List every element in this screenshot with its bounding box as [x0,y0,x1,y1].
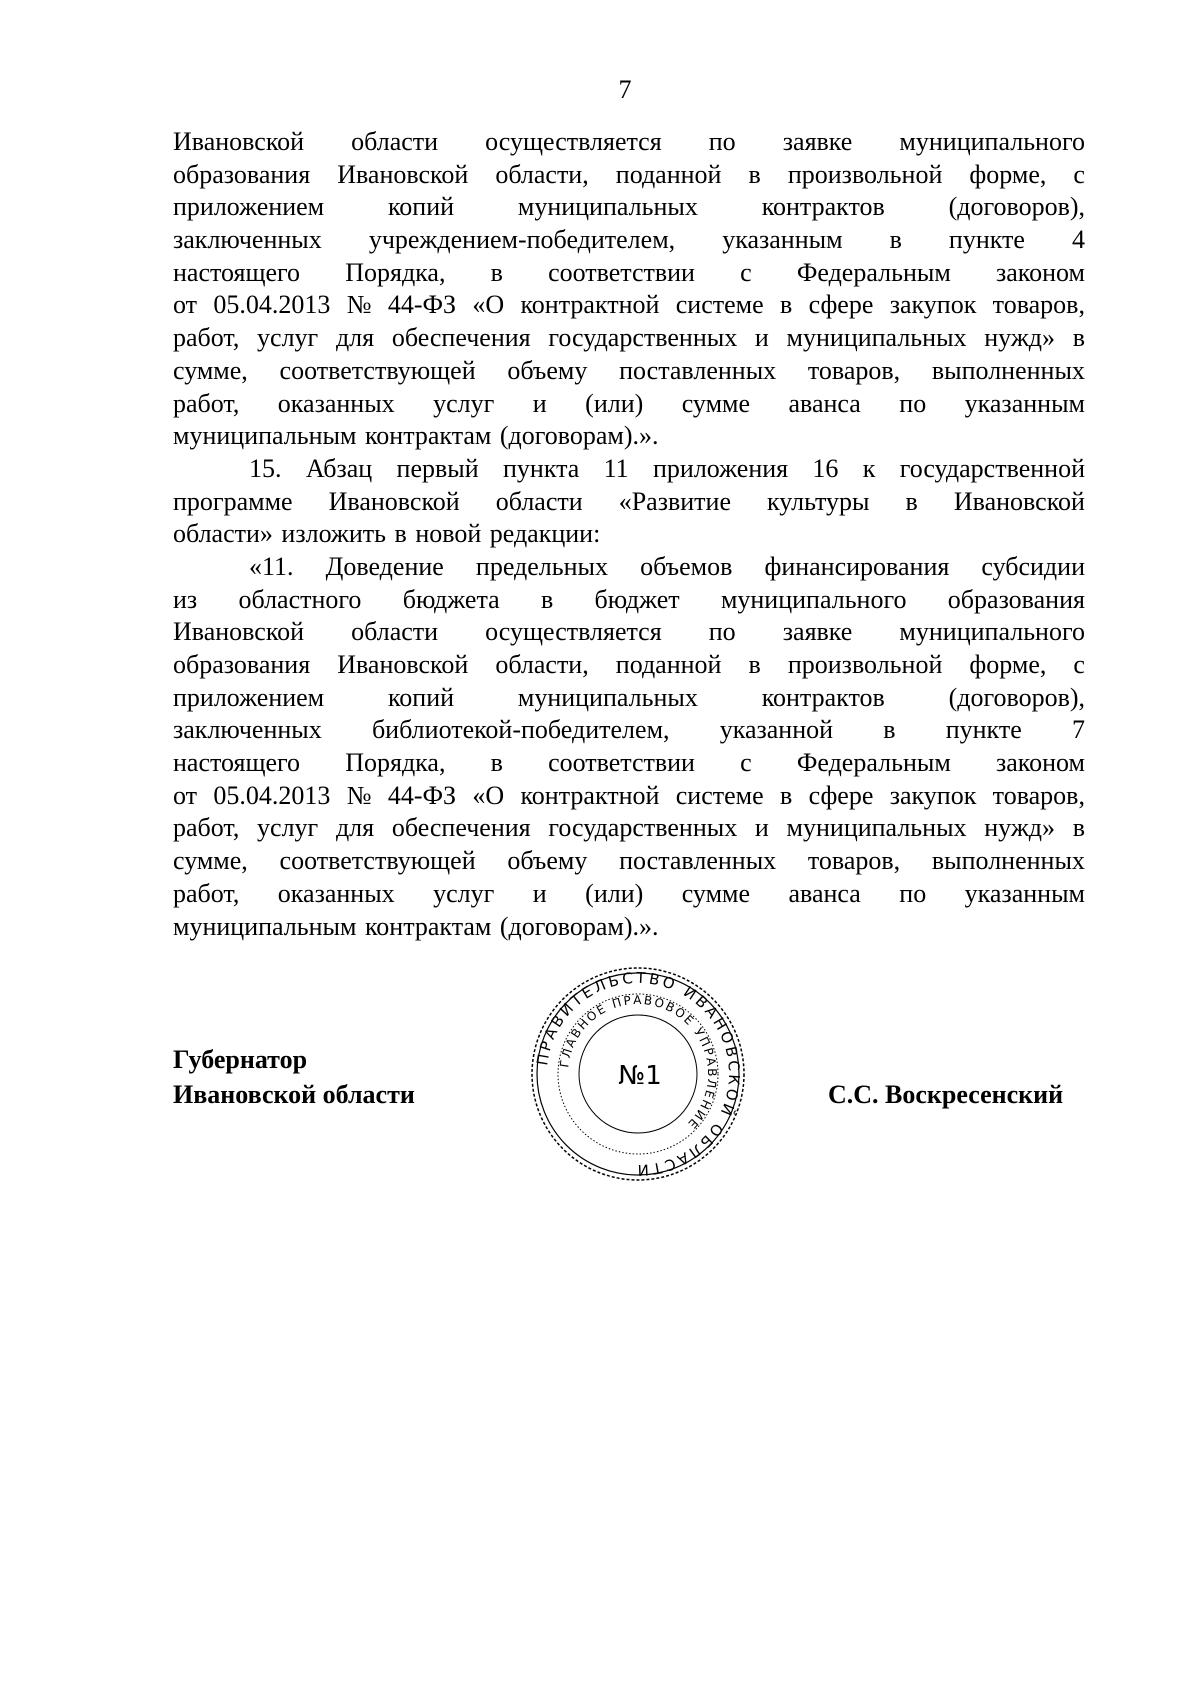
word: программе [173,486,293,516]
word: системе [675,290,764,320]
word: Ивановской [953,486,1085,516]
word: государственной [899,453,1085,483]
word: произвольной [787,650,943,679]
word: услуг [433,878,495,908]
word: «О [472,780,505,810]
word: в [883,715,896,745]
word: услуг [257,323,319,353]
word: с [1073,159,1085,189]
word: работ, [173,878,240,908]
word: области [351,617,439,647]
word: аванса [788,878,861,908]
word: выполненных [931,355,1085,385]
word: законом [995,257,1085,287]
word: указанной [719,715,834,745]
word: первый [396,453,479,483]
word: муниципальных [517,192,698,222]
text-line [173,616,1085,649]
page-number: 7 [618,75,632,104]
word: контрактной [520,780,660,810]
text-line [173,453,1085,486]
word: «Развитие [618,486,731,516]
word: поставленных [619,355,777,385]
word: бюджет [594,584,680,614]
text-line [173,878,1085,911]
word: по [708,617,736,647]
word: в [779,780,793,810]
word: образования [173,650,311,679]
word: соответствии [548,748,695,778]
word: муниципальных [786,813,967,843]
text-line [173,714,1085,747]
word: приложением [173,682,325,712]
word: сумме, [173,355,248,385]
word: указанным [722,225,843,255]
word: Федеральным [796,748,951,778]
word: редакции: [489,519,601,549]
word: в [490,748,503,778]
word: (договоров), [948,192,1085,222]
word: осуществляется [485,617,662,647]
word: контрактов [761,192,885,222]
text-line [173,420,1085,453]
text-line [173,747,1085,780]
word: Ивановской [337,159,469,189]
word: для [335,813,375,843]
word: в [905,486,918,516]
word: образования [173,159,311,189]
stamp-inner-text: ГЛАВНОЕ ПРАВОВОЕ УПРАВЛЕНИЕ [557,992,720,1133]
word: от [173,780,198,810]
word: работ, [173,813,240,843]
signatory-title-line2: Ивановской области [173,1080,415,1109]
word: пункта [502,453,580,483]
word: области [351,127,439,156]
word: заключенных [173,225,322,255]
word: и [754,813,769,843]
word: в [779,290,793,320]
word: и [754,323,769,353]
word: предельных [475,551,609,581]
word: по [899,878,927,908]
word: приложением [173,192,325,222]
word: указанным [964,388,1085,418]
text-line [173,486,1085,519]
word: товаров, [807,355,901,385]
word: работ, [173,323,240,353]
word: от [173,290,198,320]
word: и [532,878,547,908]
text-line [173,159,1085,192]
word: приложения [653,453,789,483]
document-body [173,126,1085,943]
word: аванса [788,388,861,418]
word: муниципальным [173,421,357,451]
word: соответствующей [279,846,476,876]
word: услуг [257,813,319,843]
word: и [532,388,547,418]
word: произвольной [787,159,943,189]
word: новой [415,519,482,549]
word: муниципальных [517,682,698,712]
word: закупок [889,780,977,810]
word: в [394,519,407,549]
word: Ивановской [328,486,460,516]
word: 16 [812,453,839,483]
word: с [740,257,752,287]
word: 05.04.2013 [213,290,331,320]
word: соответствующей [279,355,476,385]
word: услуг [433,388,495,418]
text-line [173,518,1085,551]
word: объему [507,355,588,385]
word: государственных [548,323,738,353]
word: копий [387,192,455,222]
word: к [862,453,876,483]
text-line [173,388,1085,421]
text-line [173,126,1085,159]
word: выполненных [931,846,1085,876]
word: законом [995,748,1085,778]
word: обеспечения [391,813,531,843]
word: «О [472,290,505,320]
text-line [173,551,1085,584]
word: Порядка, [345,257,446,287]
word: 11 [603,453,629,483]
word: сфере [808,290,874,320]
word: оказанных [277,388,395,418]
word: поданной [615,159,722,189]
word: товаров, [992,780,1085,810]
word: области» [173,519,273,549]
word: настоящего [173,257,301,287]
word: системе [675,780,764,810]
word: 15. [249,453,282,483]
word: Ивановской [337,650,469,679]
word: государственных [548,813,738,843]
word: муниципального [899,127,1085,156]
official-stamp [528,964,748,1184]
word: Порядка, [345,748,446,778]
word: муниципального [899,617,1085,647]
word: из [173,584,198,614]
word: заявке [782,617,853,647]
text-line [173,322,1085,355]
word: муниципальных [786,323,967,353]
word: нужд» [984,813,1056,843]
word: области, [495,159,589,189]
text-line [173,911,1085,944]
word: сумме [681,388,751,418]
word: форме, [969,650,1047,679]
word: в [490,257,503,287]
word: поданной [615,650,722,679]
text-line [173,812,1085,845]
text-line [173,355,1085,388]
word: в [1072,813,1085,843]
word: Ивановской [173,127,305,156]
stamp-outer-text: ПРАВИТЕЛЬСТВО ИВАНОВСКОЙ ОБЛАСТИ [533,968,744,1180]
word: № [346,290,372,320]
text-line [173,257,1085,290]
word: объемов [640,551,733,581]
word: «11. [249,551,294,581]
word: изложить [281,519,387,549]
word: 05.04.2013 [213,780,331,810]
word: области, [495,650,589,679]
word: Федеральным [796,257,951,287]
stamp-number: №1 [618,1061,662,1091]
text-line [173,845,1085,878]
word: соответствии [548,257,695,287]
word: оказанных [277,878,395,908]
word: форме, [969,159,1047,189]
word: муниципальным [173,911,357,941]
word: по [708,127,736,156]
word: 44-ФЗ [387,290,457,320]
word: для [335,323,375,353]
word: копий [387,682,455,712]
word: 44-ФЗ [387,780,457,810]
word: работ, [173,388,240,418]
signatory-name: С.С. Воскресенский [828,1080,1064,1109]
word: 7 [1071,715,1085,745]
word: в [540,584,554,614]
word: (договорам).». [499,911,659,941]
word: Абзац [305,453,373,483]
word: контрактов [761,682,885,712]
word: в [1072,323,1085,353]
word: областного [238,584,362,614]
word: указанным [964,878,1085,908]
word: пункте [945,715,1022,745]
word: бюджета [402,584,500,614]
word: в [748,650,761,679]
word: 4 [1072,225,1085,255]
word: области [495,486,583,516]
word: финансирования [764,551,950,581]
word: заявке [782,127,853,156]
word: обеспечения [391,323,531,353]
word: в [889,225,902,255]
word: товаров, [992,290,1085,320]
word: муниципального [720,584,907,614]
signatory-title-line1: Губернатор [173,1045,308,1074]
word: Ивановской [173,617,305,647]
text-line [173,289,1085,322]
word: сфере [808,780,874,810]
word: осуществляется [485,127,662,156]
text-line [173,682,1085,715]
word: в [748,159,761,189]
word: контрактной [520,290,660,320]
text-line [173,584,1085,617]
word: библиотекой-победителем, [371,715,670,745]
word: нужд» [984,323,1056,353]
word: учреждением-победителем, [368,225,676,255]
word: (или) [585,878,644,908]
word: с [740,748,752,778]
word: с [1073,650,1085,679]
word: товаров, [807,846,901,876]
word: сумме [681,878,751,908]
word: образования [947,584,1085,614]
word: по [899,388,927,418]
text-line [173,649,1085,682]
word: сумме, [173,846,248,876]
word: № [346,780,372,810]
word: пункте [948,225,1025,255]
word: закупок [889,290,977,320]
word: объему [507,846,588,876]
word: контрактам [364,421,492,451]
word: (или) [585,388,644,418]
text-line [173,224,1085,257]
word: субсидии [981,551,1085,581]
word: заключенных [173,715,322,745]
word: (договорам).». [499,421,659,451]
text-line [173,780,1085,813]
text-line [173,191,1085,224]
word: поставленных [619,846,777,876]
word: настоящего [173,748,301,778]
word: контрактам [364,911,492,941]
word: Доведение [325,551,444,581]
word: (договоров), [948,682,1085,712]
word: культуры [767,486,870,516]
signatory-title [173,1042,415,1112]
